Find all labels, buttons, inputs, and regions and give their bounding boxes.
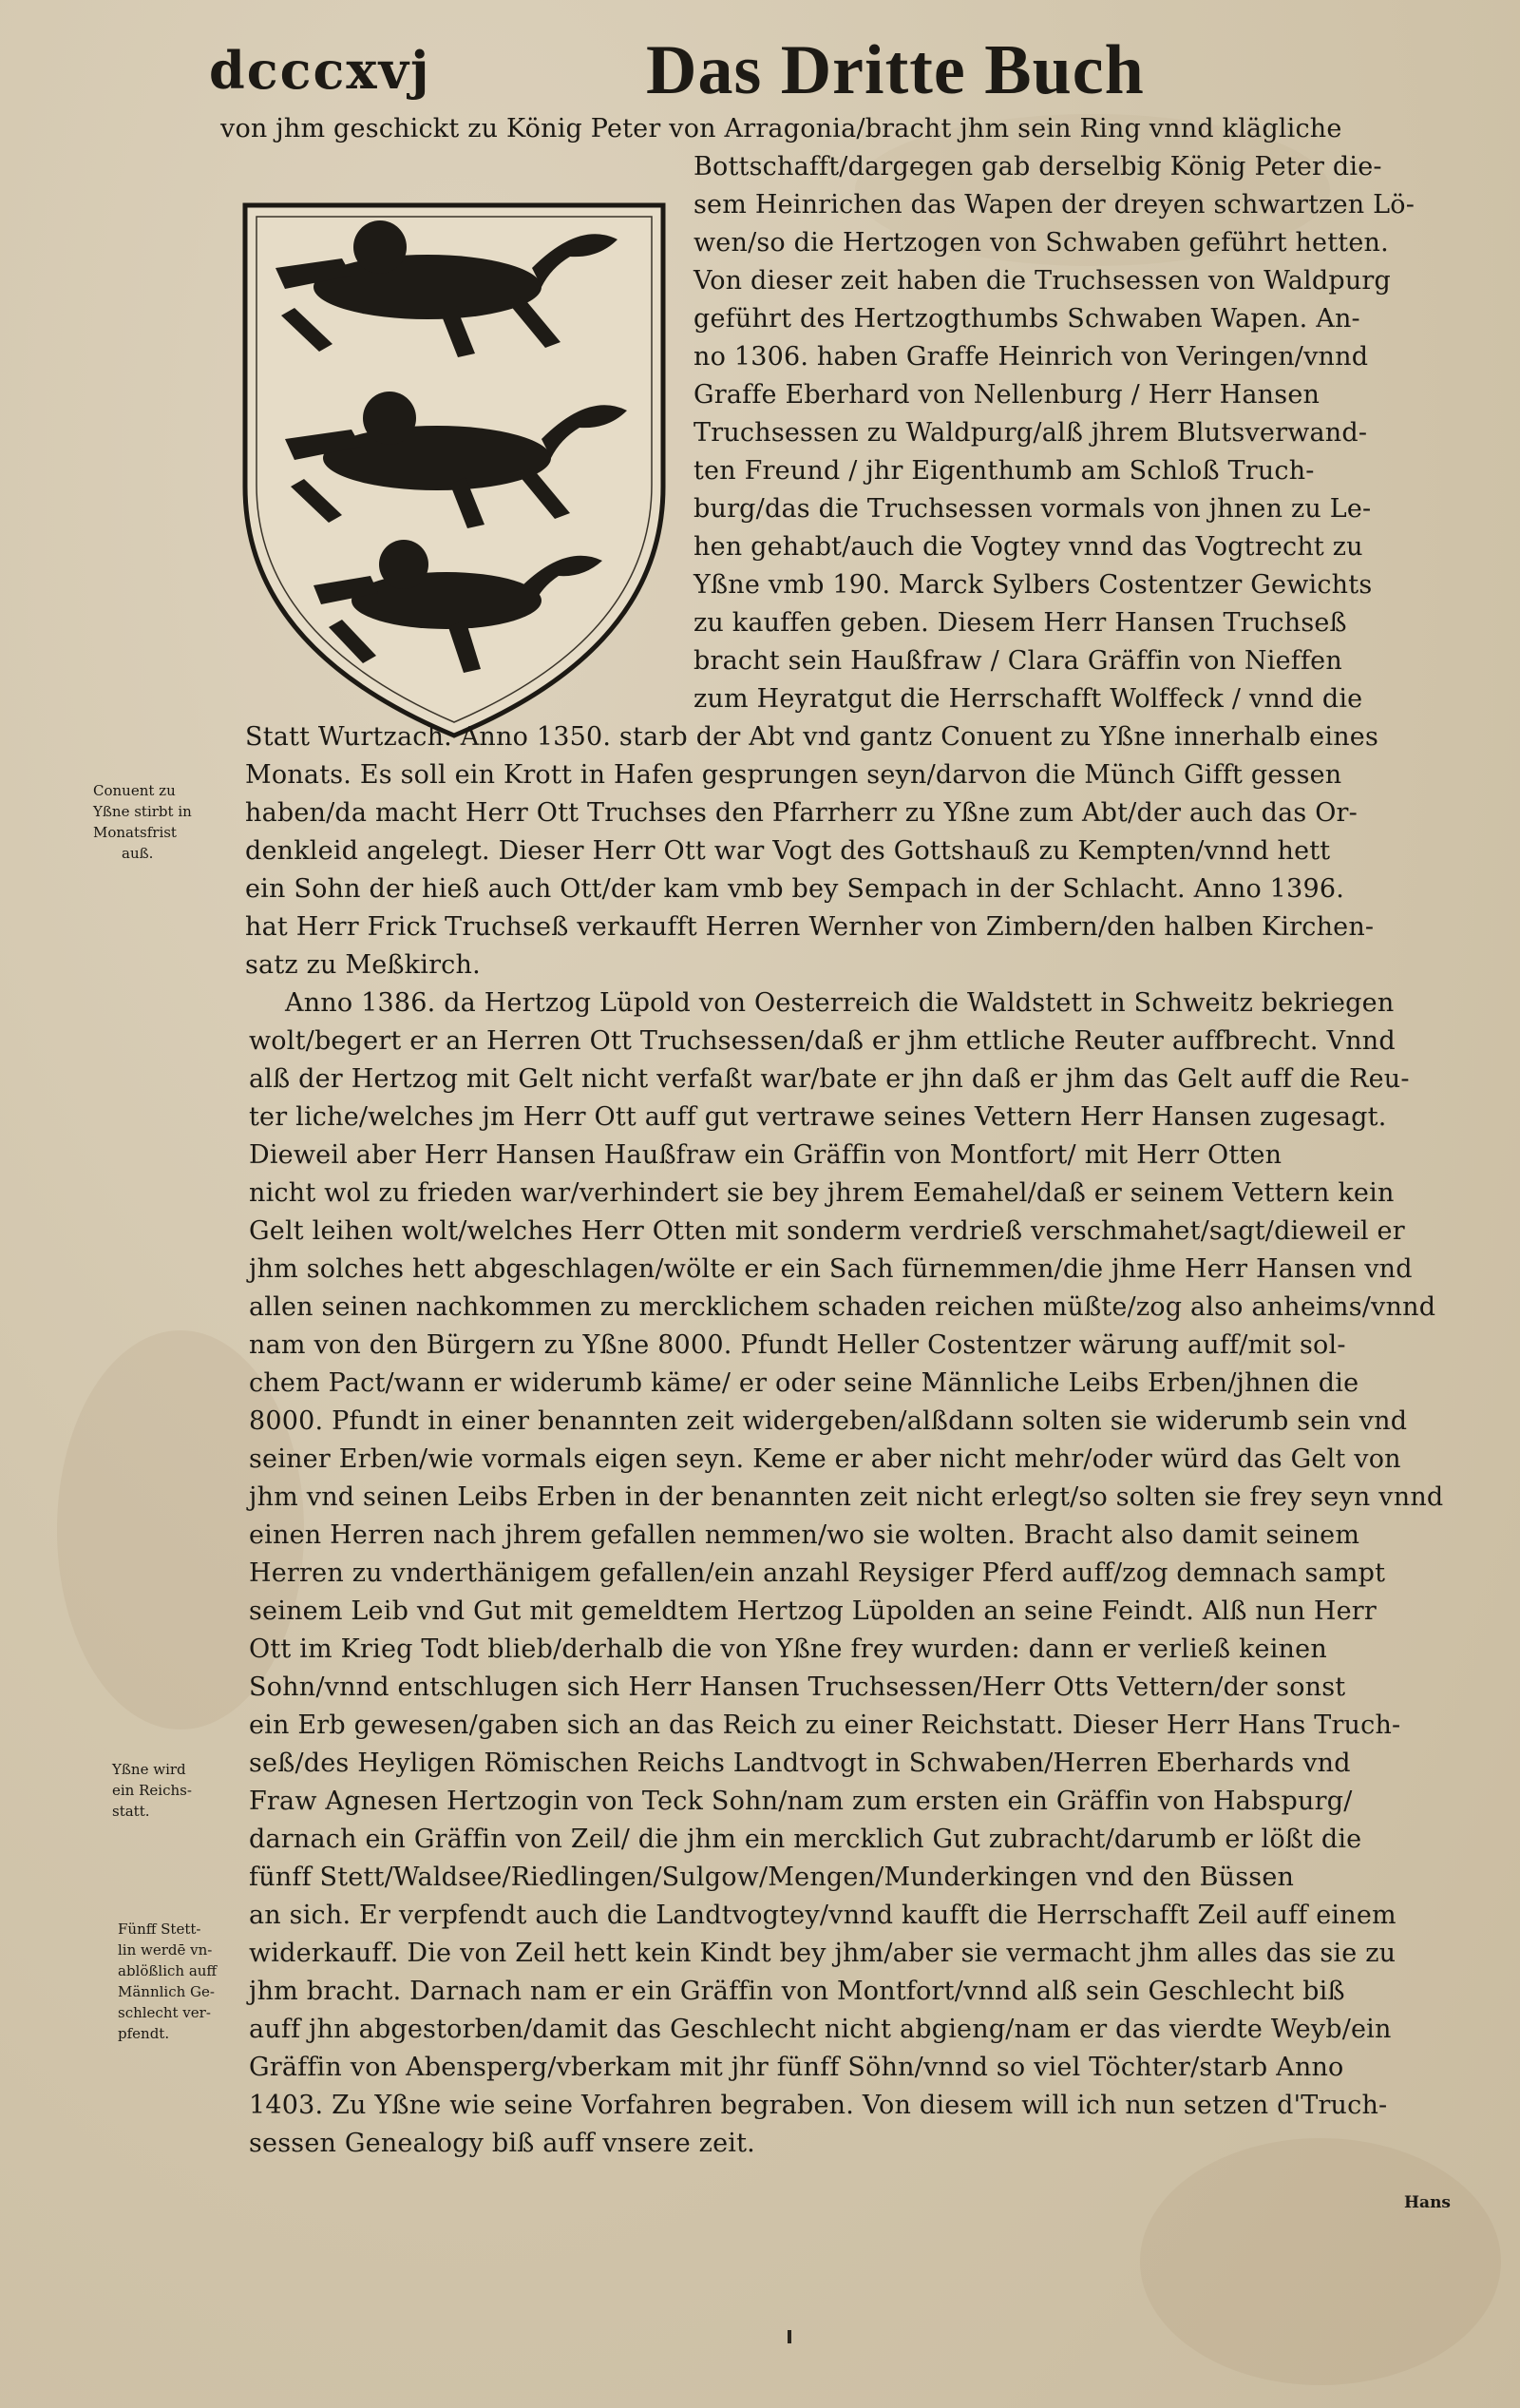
text-line: hen gehabt/auch die Vogtey vnnd das Vogtrecht zu bbox=[694, 532, 1363, 562]
text-line: nicht wol zu frieden war/verhindert sie bey jhrem Eemahel/daß er seinem Vettern kein bbox=[249, 1178, 1395, 1208]
text-line: Monats. Es soll ein Krott in Hafen gesprungen seyn/darvon die Münch Gifft gessen bbox=[245, 760, 1342, 790]
text-line: jhm vnd seinen Leibs Erben in der benannten zeit nicht erlegt/so solten sie frey seyn vnnd bbox=[249, 1482, 1444, 1512]
text-line: Truchsessen zu Waldpurg/alß jhrem Blutsverwand- bbox=[694, 418, 1368, 448]
margin-note-line: auß. bbox=[122, 845, 154, 862]
text-line: jhm solches hett abgeschlagen/wölte er ein Sach fürnemmen/die jhme Herr Hansen vnd bbox=[249, 1254, 1413, 1284]
text-line: Ott im Krieg Todt blieb/derhalb die von Yßne frey wurden: dann er verließ keinen bbox=[249, 1634, 1327, 1664]
coat-of-arms-illustration bbox=[238, 201, 670, 743]
text-line: auff jhn abgestorben/damit das Geschlecht nicht abgieng/nam er das vierdte Weyb/ein bbox=[249, 2015, 1392, 2044]
text-line: alß der Hertzog mit Gelt nicht verfaßt war/bate er jhn daß er jhm das Gelt auff die Reu- bbox=[249, 1064, 1410, 1094]
text-line: sessen Genealogy biß auff vnsere zeit. bbox=[249, 2129, 755, 2158]
text-line: Dieweil aber Herr Hansen Haußfraw ein Gräffin von Montfort/ mit Herr Otten bbox=[249, 1140, 1282, 1170]
text-line: geführt des Hertzogthumbs Schwaben Wapen. An- bbox=[694, 304, 1360, 334]
margin-note-line: ablößlich auff bbox=[118, 1962, 218, 1979]
text-line: satz zu Meßkirch. bbox=[245, 950, 481, 980]
text-line: Gelt leihen wolt/welches Herr Otten mit sonderm verdrieß verschmahet/sagt/dieweil er bbox=[249, 1216, 1405, 1246]
text-line: Von dieser zeit haben die Truchsessen von Waldpurg bbox=[694, 266, 1392, 296]
text-line: ter liche/welches jm Herr Ott auff gut vertrawe seines Vettern Herr Hansen zugesagt. bbox=[249, 1102, 1387, 1132]
paper-stain bbox=[1140, 2138, 1501, 2385]
text-line: wen/so die Hertzogen von Schwaben geführt hetten. bbox=[694, 228, 1389, 258]
text-line: seiner Erben/wie vormals eigen seyn. Keme er aber nicht mehr/oder würd das Gelt von bbox=[249, 1444, 1401, 1474]
text-line: ein Erb gewesen/gaben sich an das Reich zu einer Reichstatt. Dieser Herr Hans Truch- bbox=[249, 1710, 1401, 1740]
text-line: 8000. Pfundt in einer benannten zeit widergeben/alßdann solten sie widerumb sein vnd bbox=[249, 1406, 1408, 1436]
text-line: chem Pact/wann er widerumb käme/ er oder seine Männliche Leibs Erben/jhnen die bbox=[249, 1368, 1359, 1398]
text-line: fünff Stett/Waldsee/Riedlingen/Sulgow/Mengen/Munderkingen vnd den Büssen bbox=[249, 1863, 1295, 1892]
margin-note-line: schlecht ver- bbox=[118, 2004, 211, 2021]
text-line: burg/das die Truchsessen vormals von jhnen zu Le- bbox=[694, 494, 1372, 524]
text-line: Gräffin von Abensperg/vberkam mit jhr fünff Söhn/vnnd so viel Töchter/starb Anno bbox=[249, 2053, 1344, 2082]
text-line: Sohn/vnnd entschlugen sich Herr Hansen Truchsessen/Herr Otts Vettern/der sonst bbox=[249, 1672, 1346, 1702]
catchword: Hans bbox=[1404, 2193, 1452, 2212]
margin-note-line: pfendt. bbox=[118, 2025, 170, 2042]
text-line: Anno 1386. da Hertzog Lüpold von Oesterreich die Waldstett in Schweitz bekriegen bbox=[285, 988, 1395, 1018]
text-line: nam von den Bürgern zu Yßne 8000. Pfundt Heller Costentzer wärung auff/mit sol- bbox=[249, 1330, 1346, 1360]
margin-note-line: Yßne wird bbox=[112, 1761, 186, 1778]
margin-note-line: Fünff Stett- bbox=[118, 1921, 201, 1938]
folio-number: dcccxvj bbox=[209, 40, 431, 101]
text-line: Bottschafft/dargegen gab derselbig König Peter die- bbox=[694, 152, 1382, 182]
text-line: ein Sohn der hieß auch Ott/der kam vmb bey Sempach in der Schlacht. Anno 1396. bbox=[245, 874, 1344, 904]
text-line: bracht sein Haußfraw / Clara Gräffin von Nieffen bbox=[694, 646, 1342, 676]
text-line: haben/da macht Herr Ott Truchses den Pfarrherr zu Yßne zum Abt/der auch das Or- bbox=[245, 798, 1358, 828]
text-line: hat Herr Frick Truchseß verkaufft Herren Wernher von Zimbern/den halben Kirchen- bbox=[245, 912, 1375, 942]
text-line: 1403. Zu Yßne wie seine Vorfahren begraben. Von diesem will ich nun setzen d'Truch- bbox=[249, 2091, 1388, 2120]
text-line: denkleid angelegt. Dieser Herr Ott war Vogt des Gottshauß zu Kempten/vnnd hett bbox=[245, 836, 1331, 866]
text-line: Graffe Eberhard von Nellenburg / Herr Hansen bbox=[694, 380, 1320, 410]
text-line: seß/des Heyligen Römischen Reichs Landtvogt in Schwaben/Herren Eberhards vnd bbox=[249, 1749, 1351, 1778]
text-line: von jhm geschickt zu König Peter von Arragonia/bracht jhm sein Ring vnnd klägliche bbox=[220, 114, 1342, 143]
text-line: widerkauff. Die von Zeil hett kein Kindt bey jhm/aber sie vermacht jhm alles das sie zu bbox=[249, 1939, 1396, 1968]
printer-mark-icon bbox=[785, 2328, 794, 2345]
margin-note-line: Conuent zu bbox=[93, 782, 176, 799]
text-line: wolt/begert er an Herren Ott Truchsessen/daß er jhm ettliche Reuter auffbrecht. Vnnd bbox=[249, 1026, 1396, 1056]
text-line: zu kauffen geben. Diesem Herr Hansen Truchseß bbox=[694, 608, 1347, 638]
text-line: darnach ein Gräffin von Zeil/ die jhm ein mercklich Gut zubracht/darumb er lößt die bbox=[249, 1825, 1362, 1854]
running-title: Das Dritte Buch bbox=[646, 31, 1145, 109]
text-line: an sich. Er verpfendt auch die Landtvogtey/vnnd kaufft die Herrschafft Zeil auff einem bbox=[249, 1901, 1396, 1930]
margin-note-line: Monatsfrist bbox=[93, 824, 177, 841]
text-line: seinem Leib vnd Gut mit gemeldtem Hertzog Lüpolden an seine Feindt. Alß nun Herr bbox=[249, 1596, 1378, 1626]
text-line: einen Herren nach jhrem gefallen nemmen/wo sie wolten. Bracht also damit seinem bbox=[249, 1520, 1360, 1550]
text-line: sem Heinrichen das Wapen der dreyen schwartzen Lö- bbox=[694, 190, 1416, 220]
text-line: jhm bracht. Darnach nam er ein Gräffin von Montfort/vnnd alß sein Geschlecht biß bbox=[249, 1977, 1345, 2006]
margin-note-line: lin werdē vn- bbox=[118, 1941, 213, 1959]
margin-note-line: ein Reichs- bbox=[112, 1782, 192, 1799]
text-line: zum Heyratgut die Herrschafft Wolffeck / vnnd die bbox=[694, 684, 1363, 714]
margin-note-line: Männlich Ge- bbox=[118, 1983, 215, 2000]
text-line: Fraw Agnesen Hertzogin von Teck Sohn/nam zum ersten ein Gräffin von Habspurg/ bbox=[249, 1787, 1353, 1816]
text-line: no 1306. haben Graffe Heinrich von Veringen/vnnd bbox=[694, 342, 1369, 372]
text-line: ten Freund / jhr Eigenthumb am Schloß Truch- bbox=[694, 456, 1315, 486]
text-line: Yßne vmb 190. Marck Sylbers Costentzer Gewichts bbox=[694, 570, 1373, 600]
text-line: Statt Wurtzach. Anno 1350. starb der Abt vnd gantz Conuent zu Yßne innerhalb eines bbox=[245, 722, 1379, 752]
margin-note-line: statt. bbox=[112, 1803, 150, 1820]
text-line: allen seinen nachkommen zu mercklichem schaden reichen müßte/zog also anheims/vnnd bbox=[249, 1292, 1436, 1322]
text-line: Herren zu vnderthänigem gefallen/ein anzahl Reysiger Pferd auff/zog demnach sampt bbox=[249, 1558, 1386, 1588]
margin-note-line: Yßne stirbt in bbox=[93, 803, 192, 820]
